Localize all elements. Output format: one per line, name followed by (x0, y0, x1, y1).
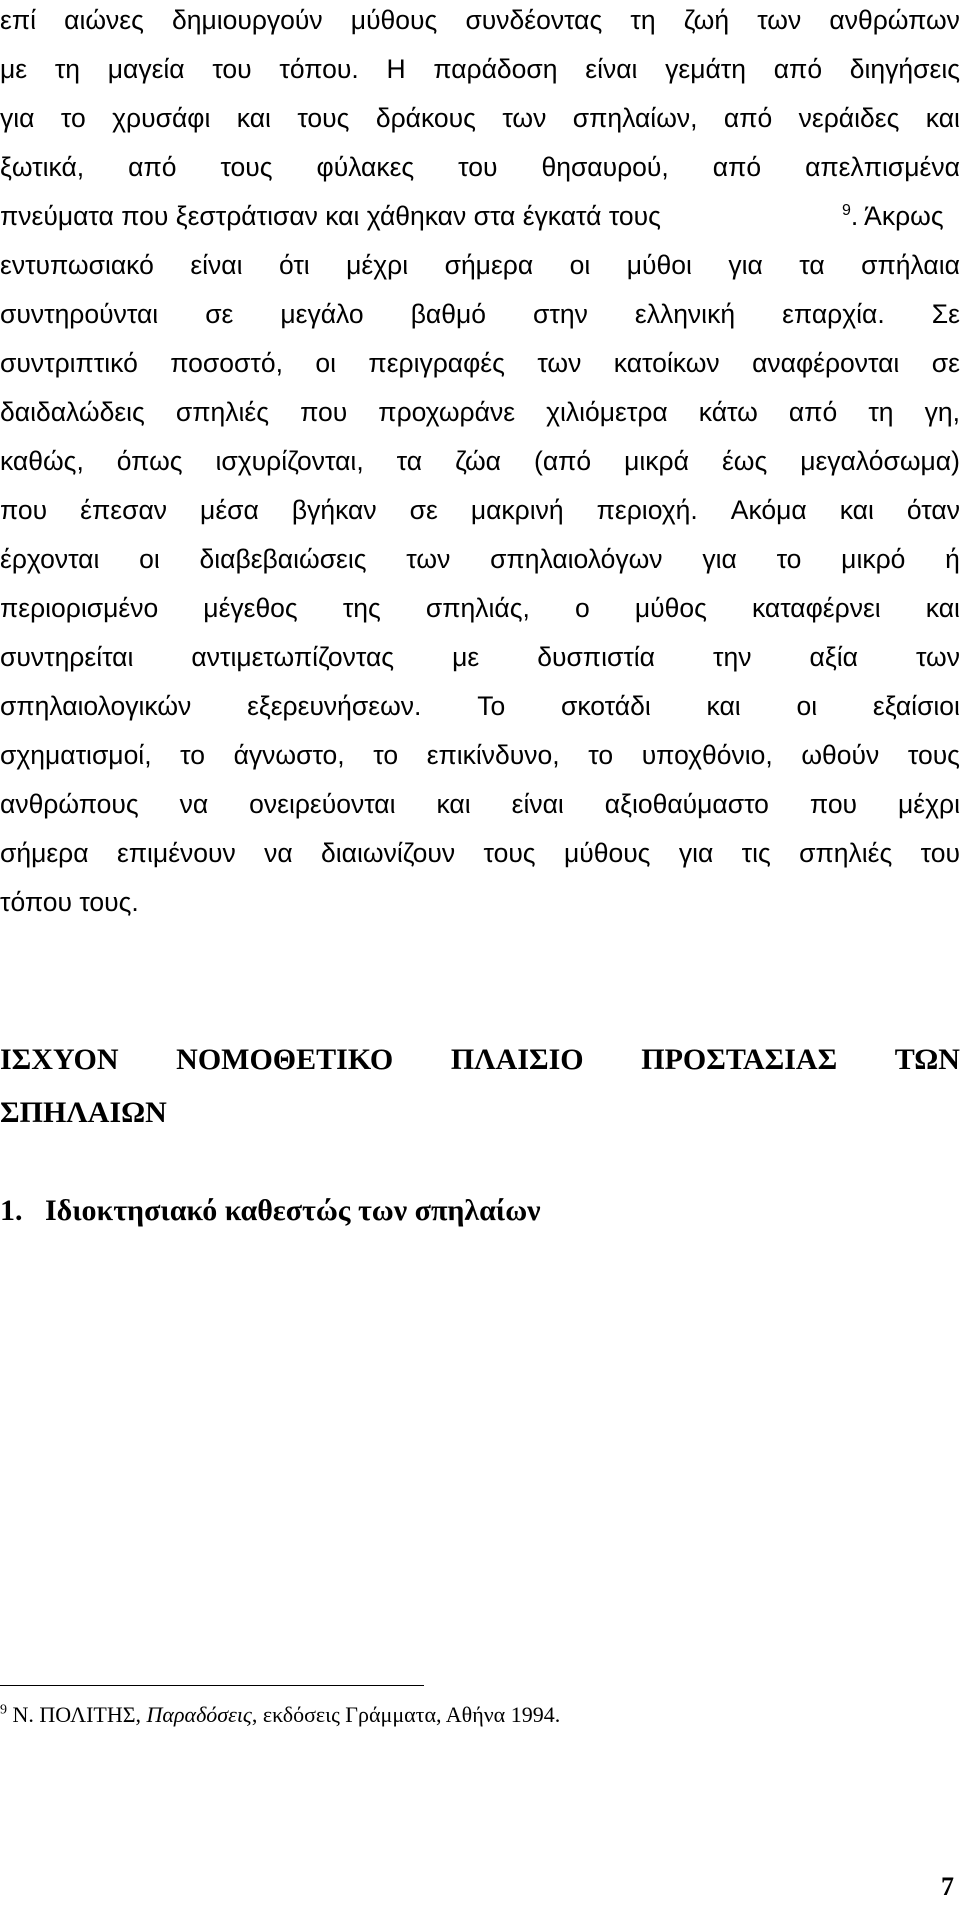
word: σπηλαιολόγων (490, 544, 663, 574)
word: τα (396, 446, 423, 476)
word: σπήλαια (861, 250, 960, 280)
word: από (788, 397, 838, 427)
word: για (702, 544, 737, 574)
word: των (915, 642, 960, 672)
word: είναι (511, 789, 564, 819)
paragraph-line-17 (0, 784, 960, 824)
paragraph-line-5 (0, 196, 960, 236)
word: άγνωστο, (233, 740, 345, 770)
word: περιγραφές (368, 348, 505, 378)
word: το (373, 740, 399, 770)
word: Σε (931, 299, 960, 329)
word: επί (0, 5, 36, 35)
word: μεγάλο (280, 299, 364, 329)
word: Ακόμα (730, 495, 807, 525)
word: σχηματισμοί, (0, 740, 152, 770)
word: βγήκαν (291, 495, 377, 525)
paragraph-line-9 (0, 392, 960, 432)
word: τα (799, 250, 825, 280)
word: περιοχή. (596, 495, 698, 525)
word: το (180, 740, 205, 770)
word: διαιωνίζουν (321, 838, 456, 868)
word: εξερευνήσεων. (247, 691, 422, 721)
word: συνδέοντας (465, 5, 603, 35)
word: τους (907, 740, 960, 770)
word: μέσα (200, 495, 259, 525)
word: τους (220, 152, 273, 182)
word: μύθοι (626, 250, 692, 280)
footnote-number: 9 (0, 1702, 7, 1718)
word: τη (868, 397, 894, 427)
word: δαιδαλώδεις (0, 397, 145, 427)
word: συντριπτικό (0, 348, 138, 378)
word: απελπισμένα (805, 152, 960, 182)
word: Η (386, 54, 406, 84)
word: οι (569, 250, 591, 280)
paragraph-line-2 (0, 49, 960, 89)
word: ξωτικά, (0, 152, 85, 182)
word: συντηρείται (0, 642, 134, 672)
word: μύθους (563, 838, 651, 868)
word: ή (945, 544, 960, 574)
word: ονειρεύονται (249, 789, 396, 819)
word: αξιοθαύμαστο (604, 789, 769, 819)
word: δράκους (375, 103, 476, 133)
word: οι (796, 691, 818, 721)
word: διαβεβαιώσεις (199, 544, 367, 574)
word: σε (205, 299, 234, 329)
word: σε (409, 495, 438, 525)
word: θησαυρού, (541, 152, 669, 182)
word: και (236, 103, 271, 133)
word: τη (630, 5, 656, 35)
word: δυσπιστία (537, 642, 656, 672)
word: έπεσαν (80, 495, 168, 525)
word: σήμερα (444, 250, 534, 280)
word: για (678, 838, 714, 868)
word: είναι (190, 250, 243, 280)
word: υποχθόνιο, (641, 740, 773, 770)
word: μύθος (634, 593, 707, 623)
word: μικρό (841, 544, 906, 574)
footnote (0, 1699, 560, 1731)
word: επαρχία. (782, 299, 885, 329)
word: αιώνες (64, 5, 144, 35)
word: των (537, 348, 582, 378)
word: μαγεία (107, 54, 185, 84)
word: από (773, 54, 823, 84)
word: προχωράνε (378, 397, 516, 427)
word: τη (54, 54, 81, 84)
word: ανθρώπους (0, 789, 139, 819)
word: και (839, 495, 874, 525)
word: τους (483, 838, 536, 868)
word: μικρά (624, 446, 689, 476)
word: όταν (906, 495, 960, 525)
section-heading-line-2: ΣΠΗΛΑΙΩΝ (0, 1096, 167, 1129)
word: περιορισμένο (0, 593, 159, 623)
paragraph-line-7 (0, 294, 960, 334)
word: μεγαλόσωμα) (800, 446, 960, 476)
word: των (502, 103, 547, 133)
word: τις (741, 838, 771, 868)
word: γεμάτη (665, 54, 746, 84)
word: (από (534, 446, 592, 476)
paragraph-line-12 (0, 539, 960, 579)
word: μακρινή (470, 495, 564, 525)
word: ότι (278, 250, 310, 280)
paragraph-line-5-text: πνεύματα που ξεστράτισαν και χάθηκαν στα έγκατά τους (0, 201, 661, 231)
word: σπηλιές (175, 397, 269, 427)
word: όπως (116, 446, 183, 476)
word: με (0, 54, 28, 84)
word: των (757, 5, 802, 35)
footnote-separator (0, 1685, 424, 1686)
word: εντυπωσιακό (0, 250, 154, 280)
word: αξία (809, 642, 858, 672)
word: ΙΣΧΥΟΝ (0, 1043, 119, 1076)
footnote-book-title: Παραδόσεις (146, 1702, 252, 1727)
paragraph-line-5-tail: . Άκρως (850, 201, 944, 231)
word: που (0, 495, 48, 525)
footnote-text-after: , εκδόσεις Γράμματα, Αθήνα 1994. (251, 1702, 561, 1727)
word: επικίνδυνο, (426, 740, 560, 770)
word: μέχρι (898, 789, 960, 819)
word: ισχυρίζονται, (215, 446, 364, 476)
word: κάτω (698, 397, 758, 427)
footnote-reference[interactable]: 9 (842, 202, 851, 220)
word: την (713, 642, 752, 672)
word: στην (533, 299, 588, 329)
word: τους (297, 103, 350, 133)
word: από (128, 152, 177, 182)
word: ΝΟΜΟΘΕΤΙΚΟ (176, 1043, 394, 1076)
word: έρχονται (0, 544, 100, 574)
footnote-text-before: Ν. ΠΟΛΙΤΗΣ, (7, 1702, 147, 1727)
footnote-marker-line (842, 196, 944, 236)
word: το (776, 544, 802, 574)
paragraph-line-6 (0, 245, 960, 285)
paragraph-line-19: τόπου τους. (0, 887, 139, 917)
word: χιλιόμετρα (546, 397, 668, 427)
word: βαθμό (410, 299, 486, 329)
word: ΠΛΑΙΣΙΟ (450, 1043, 584, 1076)
word: χρυσάφι (112, 103, 211, 133)
paragraph-line-3 (0, 98, 960, 138)
word: ο (574, 593, 590, 623)
paragraph-line-13 (0, 588, 960, 628)
word: οι (139, 544, 160, 574)
word: διηγήσεις (849, 54, 960, 84)
word: σκοτάδι (561, 691, 651, 721)
word: του (212, 54, 252, 84)
paragraph-line-11 (0, 490, 960, 530)
word: με (452, 642, 480, 672)
word: δημιουργούν (171, 5, 323, 35)
paragraph-line-4 (0, 147, 960, 187)
word: για (728, 250, 763, 280)
paragraph-line-15 (0, 686, 960, 726)
word: έως (721, 446, 768, 476)
word: μύθους (350, 5, 438, 35)
word: από (723, 103, 773, 133)
word: είναι (585, 54, 638, 84)
word: καταφέρνει (751, 593, 881, 623)
word: γη, (924, 397, 960, 427)
word: για (0, 103, 35, 133)
word: καθώς, (0, 446, 84, 476)
paragraph-line-14 (0, 637, 960, 677)
word: και (436, 789, 471, 819)
paragraph-line-1 (0, 0, 960, 40)
word: ΤΩΝ (894, 1043, 960, 1076)
word: ζώα (455, 446, 502, 476)
word: μέχρι (346, 250, 409, 280)
word: ποσοστό, (170, 348, 283, 378)
subsection-heading: 1. Ιδιοκτησιακό καθεστώς των σπηλαίων (0, 1194, 541, 1227)
word: και (925, 103, 960, 133)
word: σπηλαίων, (572, 103, 698, 133)
word: της (342, 593, 381, 623)
word: και (706, 691, 741, 721)
word: εξαίσιοι (872, 691, 960, 721)
word: και (925, 593, 960, 623)
paragraph-line-18 (0, 833, 960, 873)
word: σπηλαιολογικών (0, 691, 192, 721)
word: τόπου. (279, 54, 359, 84)
section-heading-line-1 (0, 1040, 960, 1080)
word: αναφέρονται (752, 348, 900, 378)
paragraph-line-16 (0, 735, 960, 775)
word: ωθούν (801, 740, 880, 770)
word: φύλακες (316, 152, 415, 182)
word: επιμένουν (116, 838, 236, 868)
word: που (300, 397, 348, 427)
page-number: 7 (941, 1872, 954, 1901)
word: Το (477, 691, 506, 721)
word: σήμερα (0, 838, 89, 868)
word: το (60, 103, 86, 133)
word: του (920, 838, 960, 868)
word: μέγεθος (203, 593, 298, 623)
word: των (406, 544, 451, 574)
word: παράδοση (433, 54, 558, 84)
word: συντηρούνται (0, 299, 159, 329)
word: κατοίκων (613, 348, 720, 378)
word: οι (315, 348, 336, 378)
word: ζωή (683, 5, 730, 35)
word: το (588, 740, 614, 770)
word: ΠΡΟΣΤΑΣΙΑΣ (641, 1043, 838, 1076)
word: που (809, 789, 858, 819)
word: σπηλιάς, (425, 593, 530, 623)
word: νεράιδες (798, 103, 900, 133)
word: αντιμετωπίζοντας (191, 642, 395, 672)
word: ελληνική (634, 299, 736, 329)
word: σπηλιές (799, 838, 893, 868)
paragraph-line-10 (0, 441, 960, 481)
word: σε (931, 348, 960, 378)
word: από (712, 152, 762, 182)
word: να (264, 838, 293, 868)
word: του (458, 152, 498, 182)
paragraph-line-8 (0, 343, 960, 383)
word: ανθρώπων (829, 5, 960, 35)
word: να (179, 789, 209, 819)
